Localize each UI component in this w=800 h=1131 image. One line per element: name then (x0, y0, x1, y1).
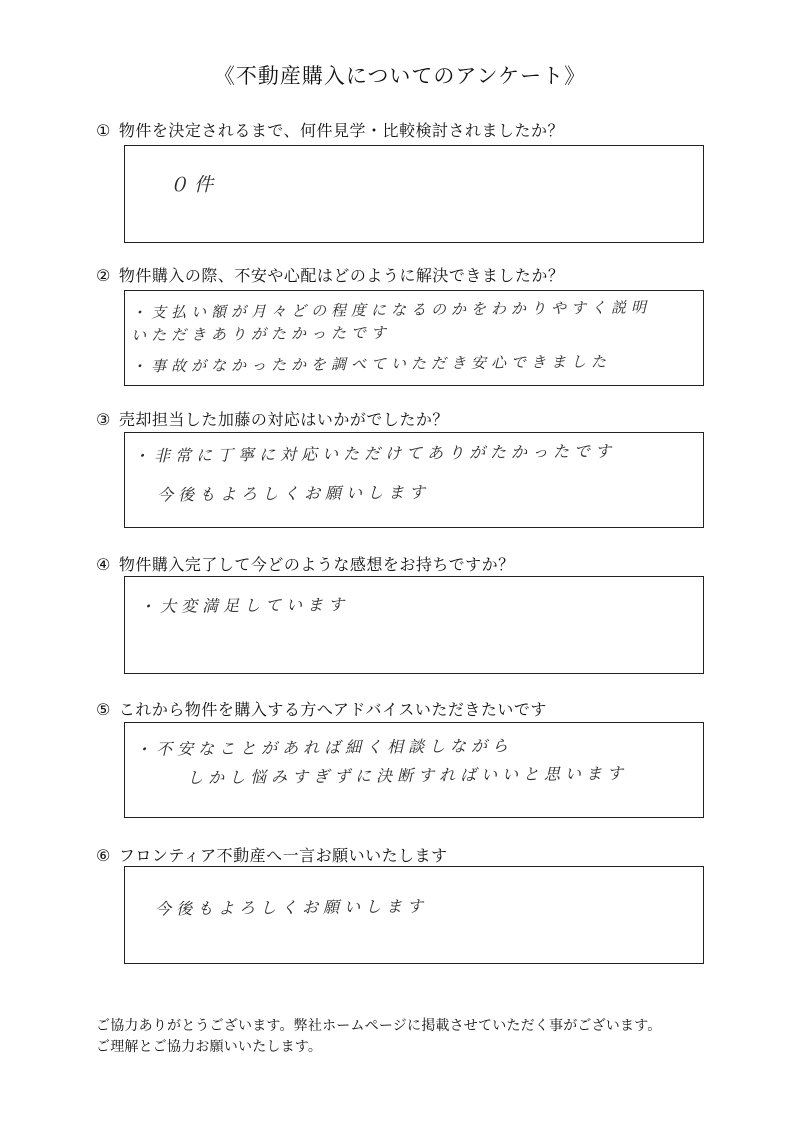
answer-box-1 (124, 145, 704, 243)
question-6-number: ⑥ (96, 846, 111, 865)
footer-note-line-1: ご協力ありがとうございます。弊社ホームページに掲載させていただく事がございます。 (96, 1018, 662, 1034)
question-2-text: 物件購入の際、不安や心配はどのように解決できましたか？ (118, 266, 565, 285)
answer-2-line-1: ・支払い額が月々どの程度になるのかをわかりやすく説明 (130, 298, 652, 322)
footer-note-line-2: ご理解とご協力お願いいたします。 (96, 1039, 323, 1055)
question-1 (96, 118, 564, 141)
answer-2-line-2: いただきありがたかったです (130, 323, 392, 345)
question-3-number: ③ (96, 410, 111, 429)
question-4 (96, 552, 515, 575)
answer-box-5 (124, 722, 704, 818)
question-3 (96, 407, 449, 430)
question-6 (96, 843, 448, 866)
answer-3-line-2: 今後もよろしくお願いします (156, 482, 431, 505)
question-5-text: これから物件を購入する方へアドバイスいただきたいです (118, 700, 547, 719)
answer-6-line-1: 今後もよろしくお願いします (154, 896, 429, 919)
answer-box-4 (124, 576, 704, 674)
answer-1-line-1: ０件 (168, 173, 220, 197)
answer-2-line-3: ・事故がなかったかを調べていただき安心できました (130, 352, 612, 376)
question-5-number: ⑤ (96, 700, 111, 719)
question-2-number: ② (96, 266, 111, 285)
question-1-text: 物件を決定されるまで、何件見学・比較検討されましたか？ (118, 121, 565, 140)
answer-box-3 (124, 432, 704, 528)
survey-title: 《不動産購入についてのアンケート》 (213, 64, 587, 88)
question-6-text: フロンティア不動産へ一言お願いいたします (118, 846, 448, 865)
question-4-text: 物件購入完了して今どのような感想をお持ちですか？ (118, 555, 515, 574)
question-4-number: ④ (96, 555, 111, 574)
answer-4-line-1: ・大変満足しています (138, 594, 350, 617)
answer-5-line-1: ・不安なことがあれば細く相談しながら (134, 736, 514, 759)
answer-box-2 (124, 290, 704, 386)
question-2 (96, 263, 564, 286)
question-5 (96, 697, 547, 720)
answer-box-6 (124, 866, 704, 964)
question-1-number: ① (96, 121, 111, 140)
answer-5-line-2: しかし悩みすぎずに決断すればいいと思います (186, 763, 629, 788)
question-3-text: 売却担当した加藤の対応はいかがでしたか？ (118, 410, 449, 429)
answer-3-line-1: ・非常に丁寧に対応いただけてありがたかったです (132, 441, 617, 466)
